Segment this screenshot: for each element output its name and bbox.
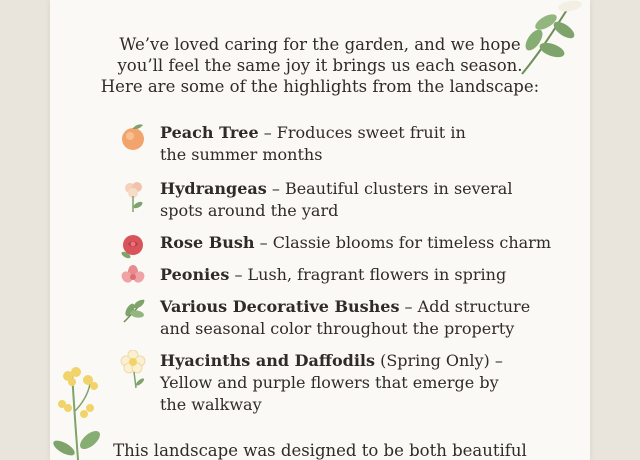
- list-item: [120, 350, 560, 416]
- item-description-cont: Yellow and purple flowers that emerge by: [160, 373, 499, 392]
- item-description-cont: the walkway: [160, 395, 262, 414]
- rose-icon: [120, 232, 148, 262]
- item-description: – Froduces sweet fruit in: [258, 123, 466, 142]
- item-description-cont: and seasonal color throughout the property: [160, 319, 515, 338]
- intro-line: you’ll feel the same joy it brings us each season.: [117, 56, 523, 75]
- highlight-list: [120, 122, 560, 416]
- intro-line: Here are some of the highlights from the landscape:: [100, 77, 540, 96]
- item-description: – Classie blooms for timeless charm: [254, 233, 551, 252]
- peony-icon: [120, 264, 148, 294]
- letter-card: [50, 0, 590, 460]
- hydrangea-icon: [120, 178, 148, 208]
- intro-paragraph: [80, 34, 560, 97]
- item-name: Peach Tree: [160, 123, 259, 142]
- item-description: – Beautiful clusters in several: [266, 179, 513, 198]
- item-description: (Spring Only) –: [375, 351, 503, 370]
- item-description-cont: spots around the yard: [160, 201, 339, 220]
- list-item: [120, 122, 560, 166]
- list-item: [120, 264, 560, 286]
- leaves-icon: [120, 296, 148, 326]
- heading-cropped: [140, 0, 500, 6]
- item-description: – Add structure: [399, 297, 531, 316]
- item-name: Rose Bush: [160, 233, 255, 252]
- intro-line: We’ve loved caring for the garden, and we hope: [119, 35, 521, 54]
- item-name: Hyacinths and Daffodils: [160, 351, 375, 370]
- list-item: [120, 232, 560, 254]
- list-item: [120, 296, 560, 340]
- peach-icon: [120, 122, 148, 152]
- item-name: Various Decorative Bushes: [160, 297, 400, 316]
- list-item: [120, 178, 560, 222]
- item-description: – Lush, fragrant flowers in spring: [229, 265, 507, 284]
- closing-paragraph: This landscape was designed to be both beautiful: [113, 441, 527, 460]
- item-description-cont: the summer months: [160, 145, 323, 164]
- item-name: Peonies: [160, 265, 230, 284]
- daffodil-icon: [120, 350, 148, 380]
- item-name: Hydrangeas: [160, 179, 267, 198]
